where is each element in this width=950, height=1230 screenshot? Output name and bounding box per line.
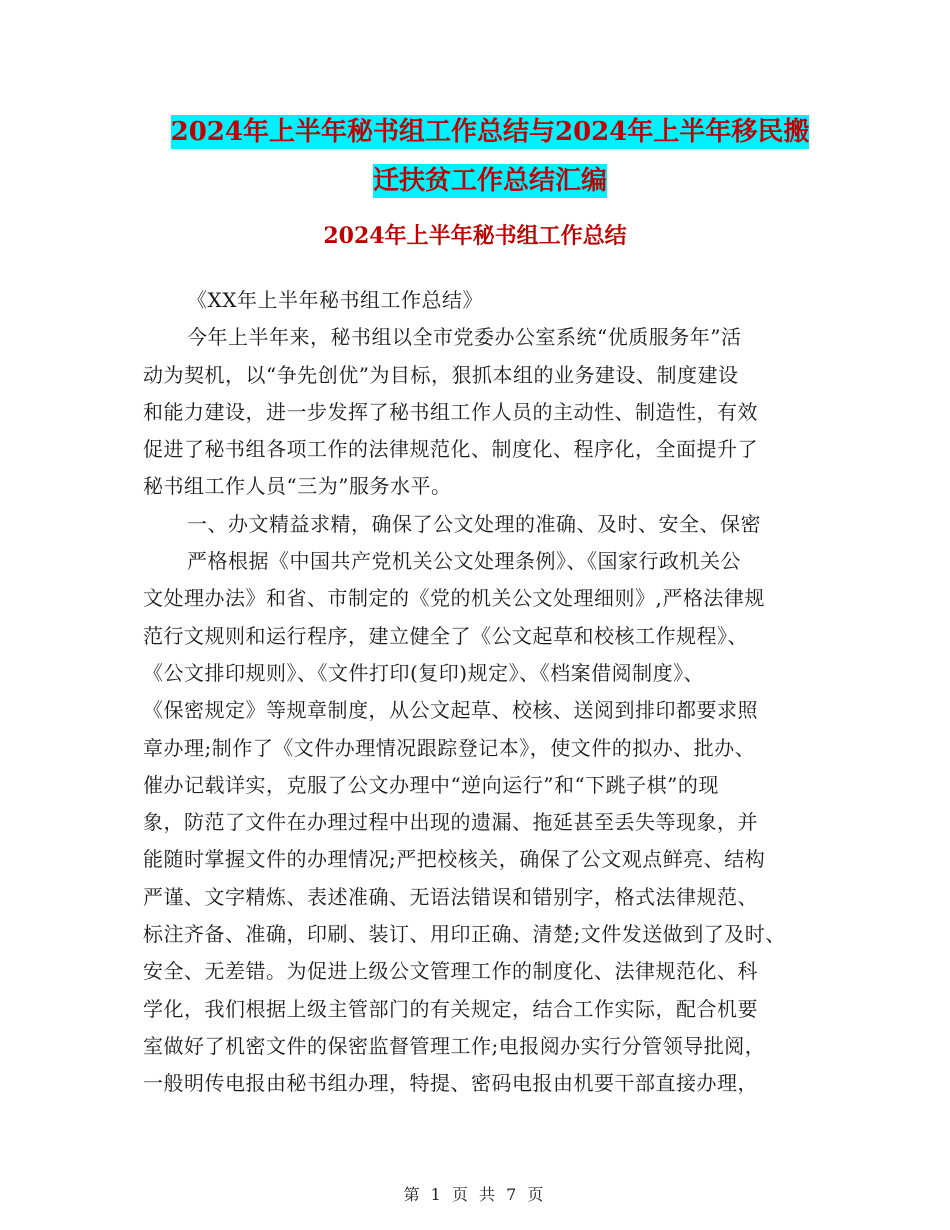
- paragraph-line: 标注齐备、准确，印刷、装订、用印正确、清楚;文件发送做到了及时、: [143, 922, 786, 947]
- section-title: 2024年上半年秘书组工作总结: [323, 223, 627, 249]
- paragraph-line: 动为契机，以“争先创优”为目标，狠抓本组的业务建设、制度建设: [143, 362, 739, 387]
- paragraph-line: 今年上半年来，秘书组以全市党委办公室系统“优质服务年”活: [187, 325, 742, 350]
- page-footer: 第 1 页 共 7 页: [403, 1185, 547, 1204]
- paragraph-line: 能随时掌握文件的办理情况;严把校核关，确保了公文观点鲜亮、结构: [143, 847, 766, 872]
- paragraph-line: 秘书组工作人员“三为”服务水平。: [143, 474, 452, 499]
- paragraph-line: 《XX年上半年秘书组工作总结》: [187, 288, 483, 312]
- section-heading-line: 一、办文精益求精，确保了公文处理的准确、及时、安全、保密: [187, 511, 761, 536]
- paragraph-line: 《公文排印规则》、《文件打印(复印)规定》、《档案借阅制度》、: [143, 660, 705, 685]
- paragraph-line: 促进了秘书组各项工作的法律规范化、制度化、程序化，全面提升了: [143, 437, 758, 462]
- paragraph-line: 严格根据《中国共产党机关公文处理条例》、《国家行政机关公: [187, 549, 741, 574]
- paragraph-line: 学化，我们根据上级主管部门的有关规定，结合工作实际，配合机要: [143, 996, 758, 1021]
- document-title: [140, 108, 840, 206]
- paragraph-line: 象，防范了文件在办理过程中出现的遗漏、拖延甚至丢失等现象，并: [143, 810, 758, 835]
- paragraph-line: 一般明传电报由秘书组办理，特提、密码电报由机要干部直接办理，: [143, 1071, 758, 1096]
- title-line-1: 2024年上半年秘书组工作总结与2024年上半年移民搬: [170, 117, 810, 147]
- paragraph-line: 催办记载详实，克服了公文办理中“逆向运行”和“下跳子棋”的现: [143, 772, 719, 797]
- paragraph-line: 严谨、文字精炼、表述准确、无语法错误和错别字，格式法律规范、: [143, 884, 758, 909]
- paragraph-line: 《保密规定》等规章制度，从公文起草、校核、送阅到排印都要求照: [143, 698, 758, 723]
- paragraph-line: 范行文规则和运行程序，建立健全了《公文起草和校核工作规程》、: [143, 623, 748, 648]
- paragraph-line: 文处理办法》和省、市制定的《党的机关公文处理细则》,严格法律规: [143, 586, 765, 611]
- paragraph-line: 和能力建设，进一步发挥了秘书组工作人员的主动性、制造性，有效: [143, 399, 758, 424]
- body-text: [143, 282, 819, 1103]
- paragraph-line: 安全、无差错。为促进上级公文管理工作的制度化、法律规范化、科: [143, 959, 758, 984]
- paragraph-line: 室做好了机密文件的保密监督管理工作;电报阅办实行分管领导批阅，: [143, 1033, 766, 1058]
- title-line-2: 迁扶贫工作总结汇编: [372, 166, 607, 196]
- paragraph-line: 章办理;制作了《文件办理情况跟踪登记本》，使文件的拟办、批办、: [143, 735, 756, 760]
